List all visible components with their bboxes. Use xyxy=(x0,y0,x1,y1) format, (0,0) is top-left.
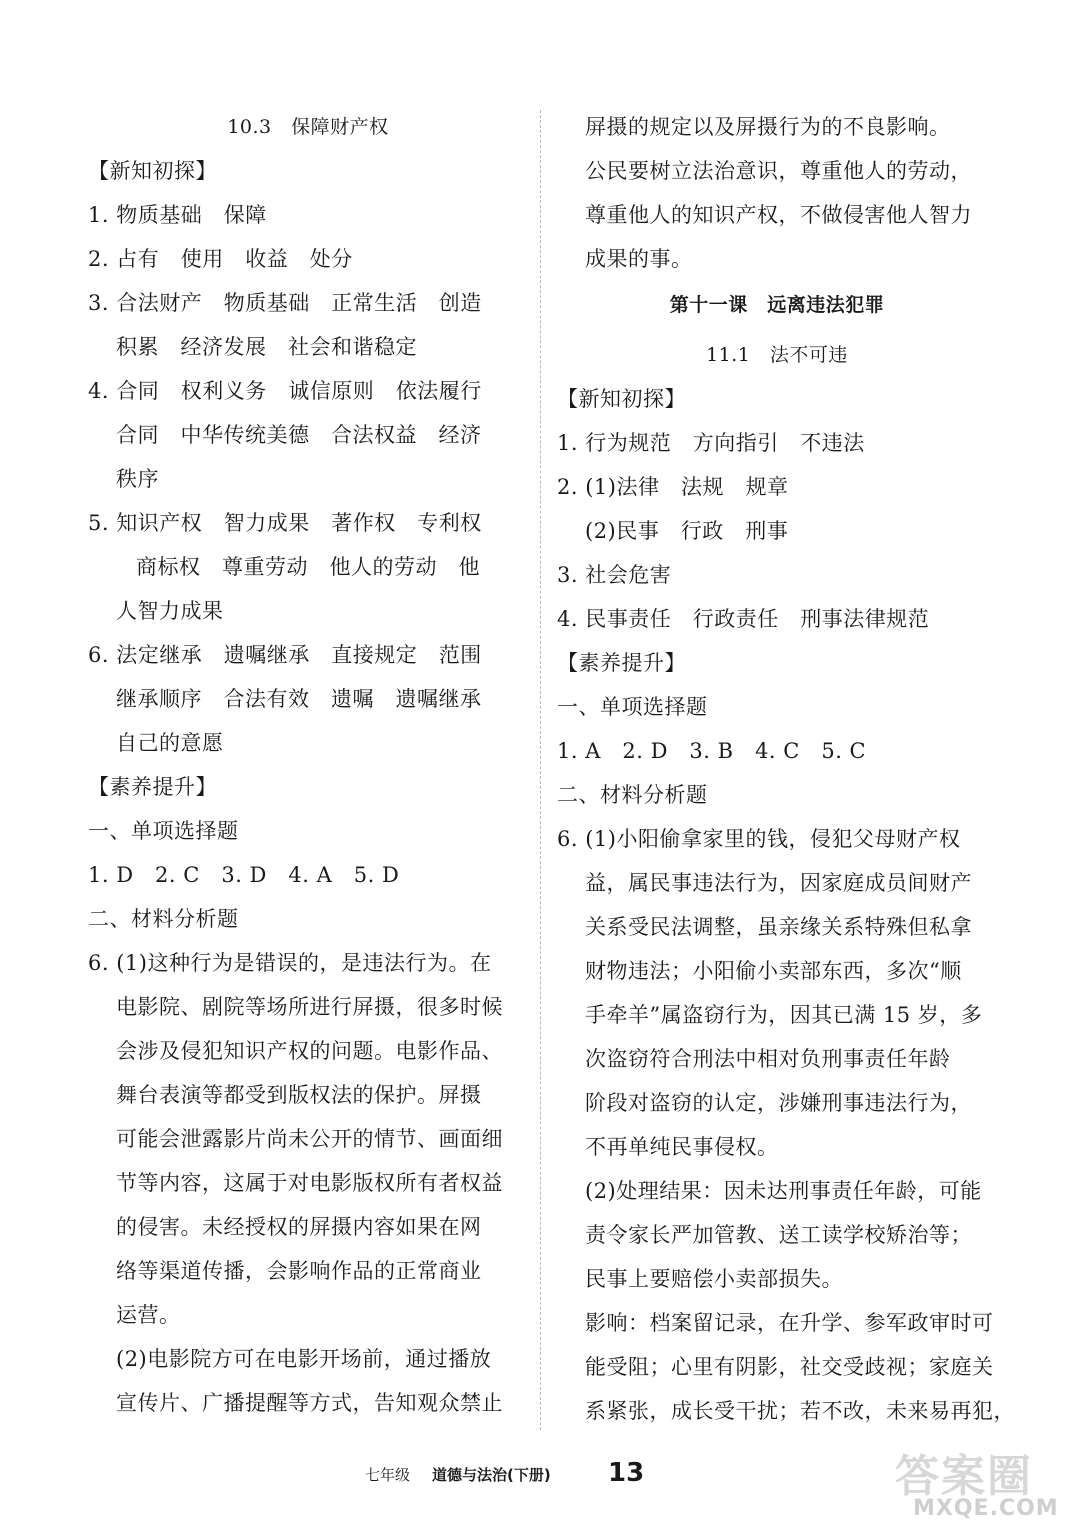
answer-line: 益，属民事违法行为，因家庭成员间财产 xyxy=(585,871,972,895)
answer-line: 5. 知识产权 智力成果 著作权 专利权 xyxy=(88,511,482,535)
page-number: 13 xyxy=(608,1458,645,1488)
answer-line: 运营。 xyxy=(116,1303,181,1327)
lesson-title: 第十一课 远离违法犯罪 xyxy=(669,294,885,316)
heading-material-analysis: 二、材料分析题 xyxy=(557,783,708,807)
answer-line: 次盗窃符合刑法中相对负刑事责任年龄 xyxy=(585,1047,951,1071)
answer-line: 不再单纯民事侵权。 xyxy=(585,1135,779,1159)
answer-line: 责令家长严加管教、送工读学校矫治等； xyxy=(585,1223,972,1247)
watermark-logo xyxy=(885,1440,1070,1530)
heading-single-choice: 一、单项选择题 xyxy=(88,819,239,843)
section-title: 10.3 保障财产权 xyxy=(227,116,389,138)
answer-line: 财物违法；小阳偷小卖部东西，多次“顺 xyxy=(585,959,962,983)
heading-single-choice: 一、单项选择题 xyxy=(557,695,708,719)
answer-line: 手牵羊”属盗窃行为，因其已满 15 岁，多 xyxy=(585,1003,983,1027)
watermark-url: MXQE.COM xyxy=(913,1496,1059,1521)
answer-line: 自己的意愿 xyxy=(116,731,224,755)
answer-line: 积累 经济发展 社会和谐稳定 xyxy=(116,335,417,359)
footer-subject: 道德与法治(下册) xyxy=(432,1466,551,1484)
answer-line: 1. D 2. C 3. D 4. A 5. D xyxy=(88,863,400,887)
answer-line: 舞台表演等都受到版权法的保护。屏摄 xyxy=(116,1083,482,1107)
answer-line: 3. 合法财产 物质基础 正常生活 创造 xyxy=(88,291,482,315)
answer-line: (2)民事 行政 刑事 xyxy=(585,519,789,543)
answer-line: 4. 合同 权利义务 诚信原则 依法履行 xyxy=(88,379,482,403)
answer-line: 民事上要赔偿小卖部损失。 xyxy=(585,1267,843,1291)
answer-line: (2)处理结果：因未达刑事责任年龄，可能 xyxy=(585,1179,982,1203)
answer-line: 节等内容，这属于对电影版权所有者权益 xyxy=(116,1171,503,1195)
heading-literacy: 【素养提升】 xyxy=(88,775,217,799)
answer-line: 3. 社会危害 xyxy=(557,563,672,587)
answer-line: 影响：档案留记录，在升学、参军政审时可 xyxy=(585,1311,994,1335)
answer-line: 阶段对盗窃的认定，涉嫌刑事违法行为， xyxy=(585,1091,972,1115)
heading-new-knowledge: 【新知初探】 xyxy=(557,387,686,411)
answer-line: 电影院、剧院等场所进行屏摄，很多时候 xyxy=(116,995,503,1019)
answer-line: 4. 民事责任 行政责任 刑事法律规范 xyxy=(557,607,930,631)
answer-line: 合同 中华传统美德 合法权益 经济 xyxy=(116,423,482,447)
answer-line: (2)电影院方可在电影开场前，通过播放 xyxy=(116,1347,492,1371)
watermark-text: 答案圈 xyxy=(895,1451,1033,1502)
footer-grade: 七年级 xyxy=(365,1466,411,1484)
answer-line: 6. 法定继承 遗嘱继承 直接规定 范围 xyxy=(88,643,482,667)
answer-line: 秩序 xyxy=(116,467,159,491)
answer-line: 1. 行为规范 方向指引 不违法 xyxy=(557,431,865,455)
answer-line: 尊重他人的知识产权，不做侵害他人智力 xyxy=(585,203,972,227)
column-divider xyxy=(540,110,541,1430)
heading-new-knowledge: 【新知初探】 xyxy=(88,159,217,183)
answer-line: 能受阻；心里有阴影，社交受歧视；家庭关 xyxy=(585,1355,994,1379)
answer-line: 人智力成果 xyxy=(116,599,224,623)
answer-line: 2. 占有 使用 收益 处分 xyxy=(88,247,353,271)
answer-line: 2. (1)法律 法规 规章 xyxy=(557,475,789,499)
answer-line: 络等渠道传播，会影响作品的正常商业 xyxy=(116,1259,482,1283)
answer-line: 宣传片、广播提醒等方式，告知观众禁止 xyxy=(116,1391,503,1415)
answer-line: 继承顺序 合法有效 遗嘱 遗嘱继承 xyxy=(116,687,482,711)
answer-line: 6. (1)小阳偷拿家里的钱，侵犯父母财产权 xyxy=(557,827,961,851)
answer-line: 可能会泄露影片尚未公开的情节、画面细 xyxy=(116,1127,503,1151)
answer-line: 系紧张，成长受干扰；若不改，未来易再犯， xyxy=(585,1399,1015,1423)
answer-line: 会涉及侵犯知识产权的问题。电影作品、 xyxy=(116,1039,503,1063)
heading-material-analysis: 二、材料分析题 xyxy=(88,907,239,931)
answer-line: 成果的事。 xyxy=(585,247,693,271)
answer-line: 公民要树立法治意识，尊重他人的劳动， xyxy=(585,159,972,183)
answer-line: 屏摄的规定以及屏摄行为的不良影响。 xyxy=(585,115,951,139)
heading-literacy: 【素养提升】 xyxy=(557,651,686,675)
answer-line: 1. A 2. D 3. B 4. C 5. C xyxy=(557,739,867,763)
answer-line: 6. (1)这种行为是错误的，是违法行为。在 xyxy=(88,951,492,975)
section-title: 11.1 法不可违 xyxy=(706,344,848,366)
answer-line: 的侵害。未经授权的屏摄内容如果在网 xyxy=(116,1215,482,1239)
answer-line: 1. 物质基础 保障 xyxy=(88,203,267,227)
answer-line: 关系受民法调整，虽亲缘关系特殊但私拿 xyxy=(585,915,972,939)
answer-line: 商标权 尊重劳动 他人的劳动 他 xyxy=(136,555,480,579)
